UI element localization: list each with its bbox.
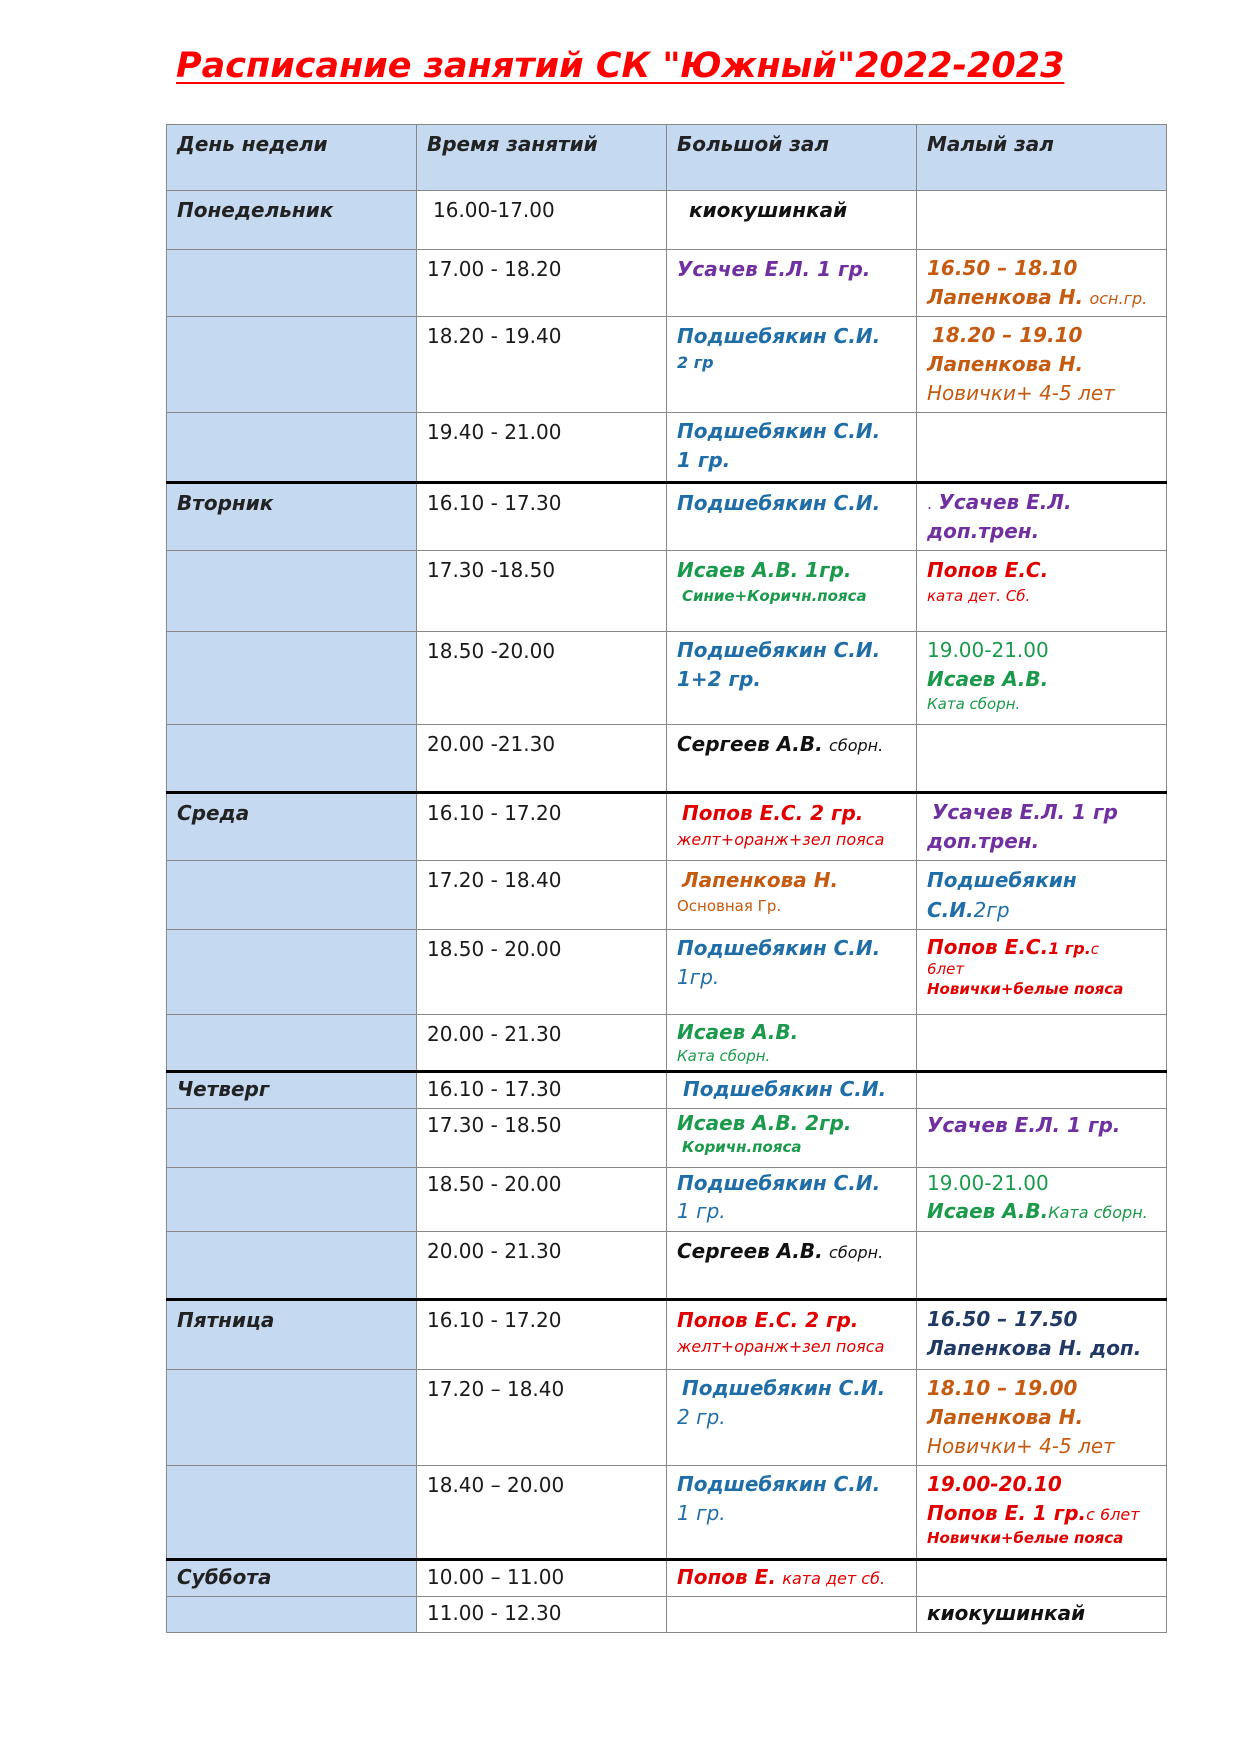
coach-name: Лапенкова Н. <box>927 1405 1084 1430</box>
time-cell: 19.40 - 21.00 <box>417 413 667 483</box>
small-hall-cell <box>917 1072 1167 1109</box>
time-cell: 11.00 - 12.30 <box>417 1597 667 1633</box>
day-cell-empty <box>167 930 417 1015</box>
group-note: 1 гр. <box>1048 939 1091 958</box>
big-hall-cell <box>667 317 917 413</box>
coach-name: Лапенкова Н. <box>927 285 1084 309</box>
small-hall-cell <box>917 1300 1167 1370</box>
small-hall-cell <box>917 861 1167 930</box>
class-time: 19.00-21.00 <box>927 638 1049 662</box>
coach-name: Попов Е.С. <box>927 935 1049 959</box>
time-cell: 17.00 - 18.20 <box>417 250 667 317</box>
small-hall-cell <box>917 1168 1167 1232</box>
time-cell: 20.00 - 21.30 <box>417 1015 667 1072</box>
coach-name: Попов Е.С. <box>927 558 1049 582</box>
day-cell-empty <box>167 1015 417 1072</box>
coach-name: Попов Е. 1 гр. <box>927 1501 1087 1526</box>
big-hall-cell: Подшебякин С.И. <box>667 1072 917 1109</box>
big-hall-cell: киокушинкай <box>667 191 917 250</box>
small-hall-cell <box>917 930 1167 1015</box>
class-time: 18.20 – 19.10 <box>932 323 1083 347</box>
time-cell: 17.20 – 18.40 <box>417 1370 667 1466</box>
day-cell-empty <box>167 1109 417 1168</box>
coach-name: Подшебякин С.И. <box>677 324 881 348</box>
group-note: 1+2 гр. <box>677 667 761 691</box>
header-row <box>167 125 1167 191</box>
coach-name: Попов Е.С. 2 гр. <box>677 1308 859 1333</box>
time-cell: 20.00 - 21.30 <box>417 1232 667 1300</box>
time-cell: 17.20 - 18.40 <box>417 861 667 930</box>
coach-name: Сергеев А.В. <box>677 732 823 756</box>
day-label: Среда <box>167 793 417 861</box>
table-row <box>167 1370 1167 1466</box>
group-note: ката дет. Сб. <box>927 587 1031 605</box>
group-note: доп.трен. <box>927 519 1040 543</box>
time-cell: 18.40 – 20.00 <box>417 1466 667 1560</box>
group-note: Новички+ 4-5 лет <box>927 381 1115 405</box>
small-hall-cell: киокушинкай <box>917 1597 1167 1633</box>
table-row <box>167 725 1167 793</box>
table-row <box>167 1232 1167 1300</box>
big-hall-cell <box>667 1597 917 1633</box>
table-row <box>167 317 1167 413</box>
big-hall-cell <box>667 413 917 483</box>
schedule-table <box>166 124 1167 1633</box>
header-day: День недели <box>167 125 417 191</box>
time-cell: 10.00 – 11.00 <box>417 1560 667 1597</box>
table-row <box>167 413 1167 483</box>
big-hall-cell <box>667 930 917 1015</box>
big-hall-cell <box>667 1466 917 1560</box>
time-cell: 16.10 - 17.20 <box>417 1300 667 1370</box>
group-note: 1 гр. <box>677 1501 726 1526</box>
coach-name: Исаев А.В. <box>927 667 1049 691</box>
group-note: Новички+белые пояса <box>927 979 1124 998</box>
table-row <box>167 861 1167 930</box>
table-row <box>167 250 1167 317</box>
age-note: с 6лет <box>1086 1505 1140 1525</box>
coach-name: Подшебякин С.И. <box>682 1376 886 1401</box>
coach-name: Подшебякин С.И. <box>927 868 1077 922</box>
day-label: Четверг <box>167 1072 417 1109</box>
small-hall-cell <box>917 250 1167 317</box>
group-note: Основная Гр. <box>677 897 782 915</box>
coach-name: Усачев Е.Л. <box>938 490 1072 514</box>
big-hall-cell <box>667 793 917 861</box>
day-cell-empty <box>167 861 417 930</box>
group-note: Новички+ 4-5 лет <box>927 1434 1115 1459</box>
big-hall-cell <box>667 725 917 793</box>
small-hall-cell <box>917 413 1167 483</box>
day-cell-empty <box>167 1597 417 1633</box>
big-hall-cell <box>667 1015 917 1072</box>
table-row <box>167 483 1167 551</box>
group-note: 2 гр <box>677 353 714 372</box>
time-cell: 16.00-17.00 <box>417 191 667 250</box>
big-hall-cell <box>667 1300 917 1370</box>
small-hall-cell <box>917 725 1167 793</box>
small-hall-cell <box>917 1560 1167 1597</box>
header-small-hall: Малый зал <box>917 125 1167 191</box>
big-hall-cell <box>667 1370 917 1466</box>
age-note: 6лет <box>927 960 965 978</box>
group-note: желт+оранж+зел пояса <box>677 830 885 849</box>
day-cell-empty <box>167 632 417 725</box>
big-hall-cell <box>667 861 917 930</box>
small-hall-cell <box>917 632 1167 725</box>
group-note: Синие+Коричн.пояса <box>682 587 867 605</box>
small-hall-cell <box>917 1232 1167 1300</box>
time-cell: 16.10 - 17.30 <box>417 1072 667 1109</box>
time-cell: 16.10 - 17.20 <box>417 793 667 861</box>
day-label: Вторник <box>167 483 417 551</box>
table-row <box>167 191 1167 250</box>
small-hall-cell <box>917 1015 1167 1072</box>
day-cell-empty <box>167 413 417 483</box>
big-hall-cell <box>667 1109 917 1168</box>
group-note: сборн. <box>829 1243 884 1263</box>
small-hall-cell <box>917 1370 1167 1466</box>
group-note: осн.гр. <box>1089 289 1148 308</box>
day-cell-empty <box>167 1370 417 1466</box>
time-cell: 17.30 - 18.50 <box>417 1109 667 1168</box>
big-hall-cell <box>667 1168 917 1232</box>
group-note: Ката сборн. <box>1048 1203 1148 1223</box>
big-hall-cell <box>667 1232 917 1300</box>
table-row <box>167 1300 1167 1370</box>
big-hall-cell <box>667 551 917 632</box>
group-note: 1гр. <box>677 965 720 989</box>
group-note: Ката сборн. <box>927 695 1021 713</box>
table-row <box>167 1109 1167 1168</box>
page-title: Расписание занятий СК "Южный"2022-2023 <box>176 46 1065 86</box>
big-hall-cell <box>667 632 917 725</box>
coach-name: Сергеев А.В. <box>677 1239 823 1264</box>
coach-name: Исаев А.В. <box>927 1199 1049 1224</box>
time-cell: 18.20 - 19.40 <box>417 317 667 413</box>
day-cell-empty <box>167 725 417 793</box>
table-row <box>167 1560 1167 1597</box>
group-note: ката дет сб. <box>782 1569 886 1589</box>
time-cell: 20.00 -21.30 <box>417 725 667 793</box>
table-row <box>167 1597 1167 1633</box>
group-note: Новички+белые пояса <box>927 1529 1124 1548</box>
coach-name: Исаев А.В. 1гр. <box>677 558 852 582</box>
big-hall-cell: Подшебякин С.И. <box>667 483 917 551</box>
table-row <box>167 1072 1167 1109</box>
day-label: Понедельник <box>167 191 417 250</box>
coach-name: Подшебякин С.И. <box>677 638 881 662</box>
day-cell-empty <box>167 1232 417 1300</box>
group-note: Коричн.пояса <box>682 1138 802 1157</box>
coach-name: Подшебякин С.И. <box>677 1171 881 1196</box>
small-hall-cell <box>917 317 1167 413</box>
time-cell: 18.50 -20.00 <box>417 632 667 725</box>
day-cell-empty <box>167 250 417 317</box>
small-hall-cell <box>917 483 1167 551</box>
bullet: . <box>927 494 933 513</box>
group-note: 2 гр. <box>677 1405 726 1430</box>
coach-name: Подшебякин С.И. <box>677 419 881 443</box>
day-cell-empty <box>167 1168 417 1232</box>
coach-name: Усачев Е.Л. 1 гр <box>932 800 1118 824</box>
coach-name: Попов Е.С. 2 гр. <box>682 801 864 825</box>
table-row <box>167 793 1167 861</box>
class-time: 16.50 – 17.50 <box>927 1307 1078 1332</box>
day-cell-empty <box>167 317 417 413</box>
small-hall-cell <box>917 191 1167 250</box>
coach-name: Подшебякин С.И. <box>677 936 881 960</box>
table-row <box>167 632 1167 725</box>
small-hall-cell: Усачев Е.Л. 1 гр. <box>917 1109 1167 1168</box>
group-note: Ката сборн. <box>677 1047 771 1065</box>
big-hall-cell <box>667 1560 917 1597</box>
header-time: Время занятий <box>417 125 667 191</box>
group-note: сборн. <box>829 736 884 755</box>
table-row <box>167 1168 1167 1232</box>
coach-name: Исаев А.В. <box>677 1020 799 1044</box>
group-note: желт+оранж+зел пояса <box>677 1337 885 1357</box>
class-time: 19.00-21.00 <box>927 1171 1049 1196</box>
day-cell-empty <box>167 551 417 632</box>
big-hall-cell: Усачев Е.Л. 1 гр. <box>667 250 917 317</box>
header-big-hall: Большой зал <box>667 125 917 191</box>
group-note: 2гр <box>973 898 1010 922</box>
group-note: доп.трен. <box>927 829 1040 853</box>
class-time: 16.50 – 18.10 <box>927 256 1078 280</box>
coach-name: Исаев А.В. 2гр. <box>677 1111 852 1136</box>
coach-name: Лапенкова Н. <box>682 868 839 892</box>
day-cell-empty <box>167 1466 417 1560</box>
time-cell: 18.50 - 20.00 <box>417 1168 667 1232</box>
time-cell: 17.30 -18.50 <box>417 551 667 632</box>
coach-name: Попов Е. <box>677 1565 776 1590</box>
group-note: 1 гр. <box>677 1199 726 1224</box>
table-row <box>167 930 1167 1015</box>
class-time: 18.10 – 19.00 <box>927 1376 1078 1401</box>
coach-name: Лапенкова Н. <box>927 352 1084 376</box>
time-cell: 18.50 - 20.00 <box>417 930 667 1015</box>
day-label: Суббота <box>167 1560 417 1597</box>
table-row <box>167 1015 1167 1072</box>
class-time: 19.00-20.10 <box>927 1472 1062 1497</box>
small-hall-cell <box>917 1466 1167 1560</box>
age-note: с <box>1090 940 1100 958</box>
coach-name: Подшебякин С.И. <box>677 1472 881 1497</box>
table-row <box>167 551 1167 632</box>
small-hall-cell <box>917 793 1167 861</box>
day-label: Пятница <box>167 1300 417 1370</box>
time-cell: 16.10 - 17.30 <box>417 483 667 551</box>
small-hall-cell <box>917 551 1167 632</box>
coach-name: Лапенкова Н. доп. <box>927 1336 1142 1361</box>
table-row <box>167 1466 1167 1560</box>
group-note: 1 гр. <box>677 448 731 472</box>
